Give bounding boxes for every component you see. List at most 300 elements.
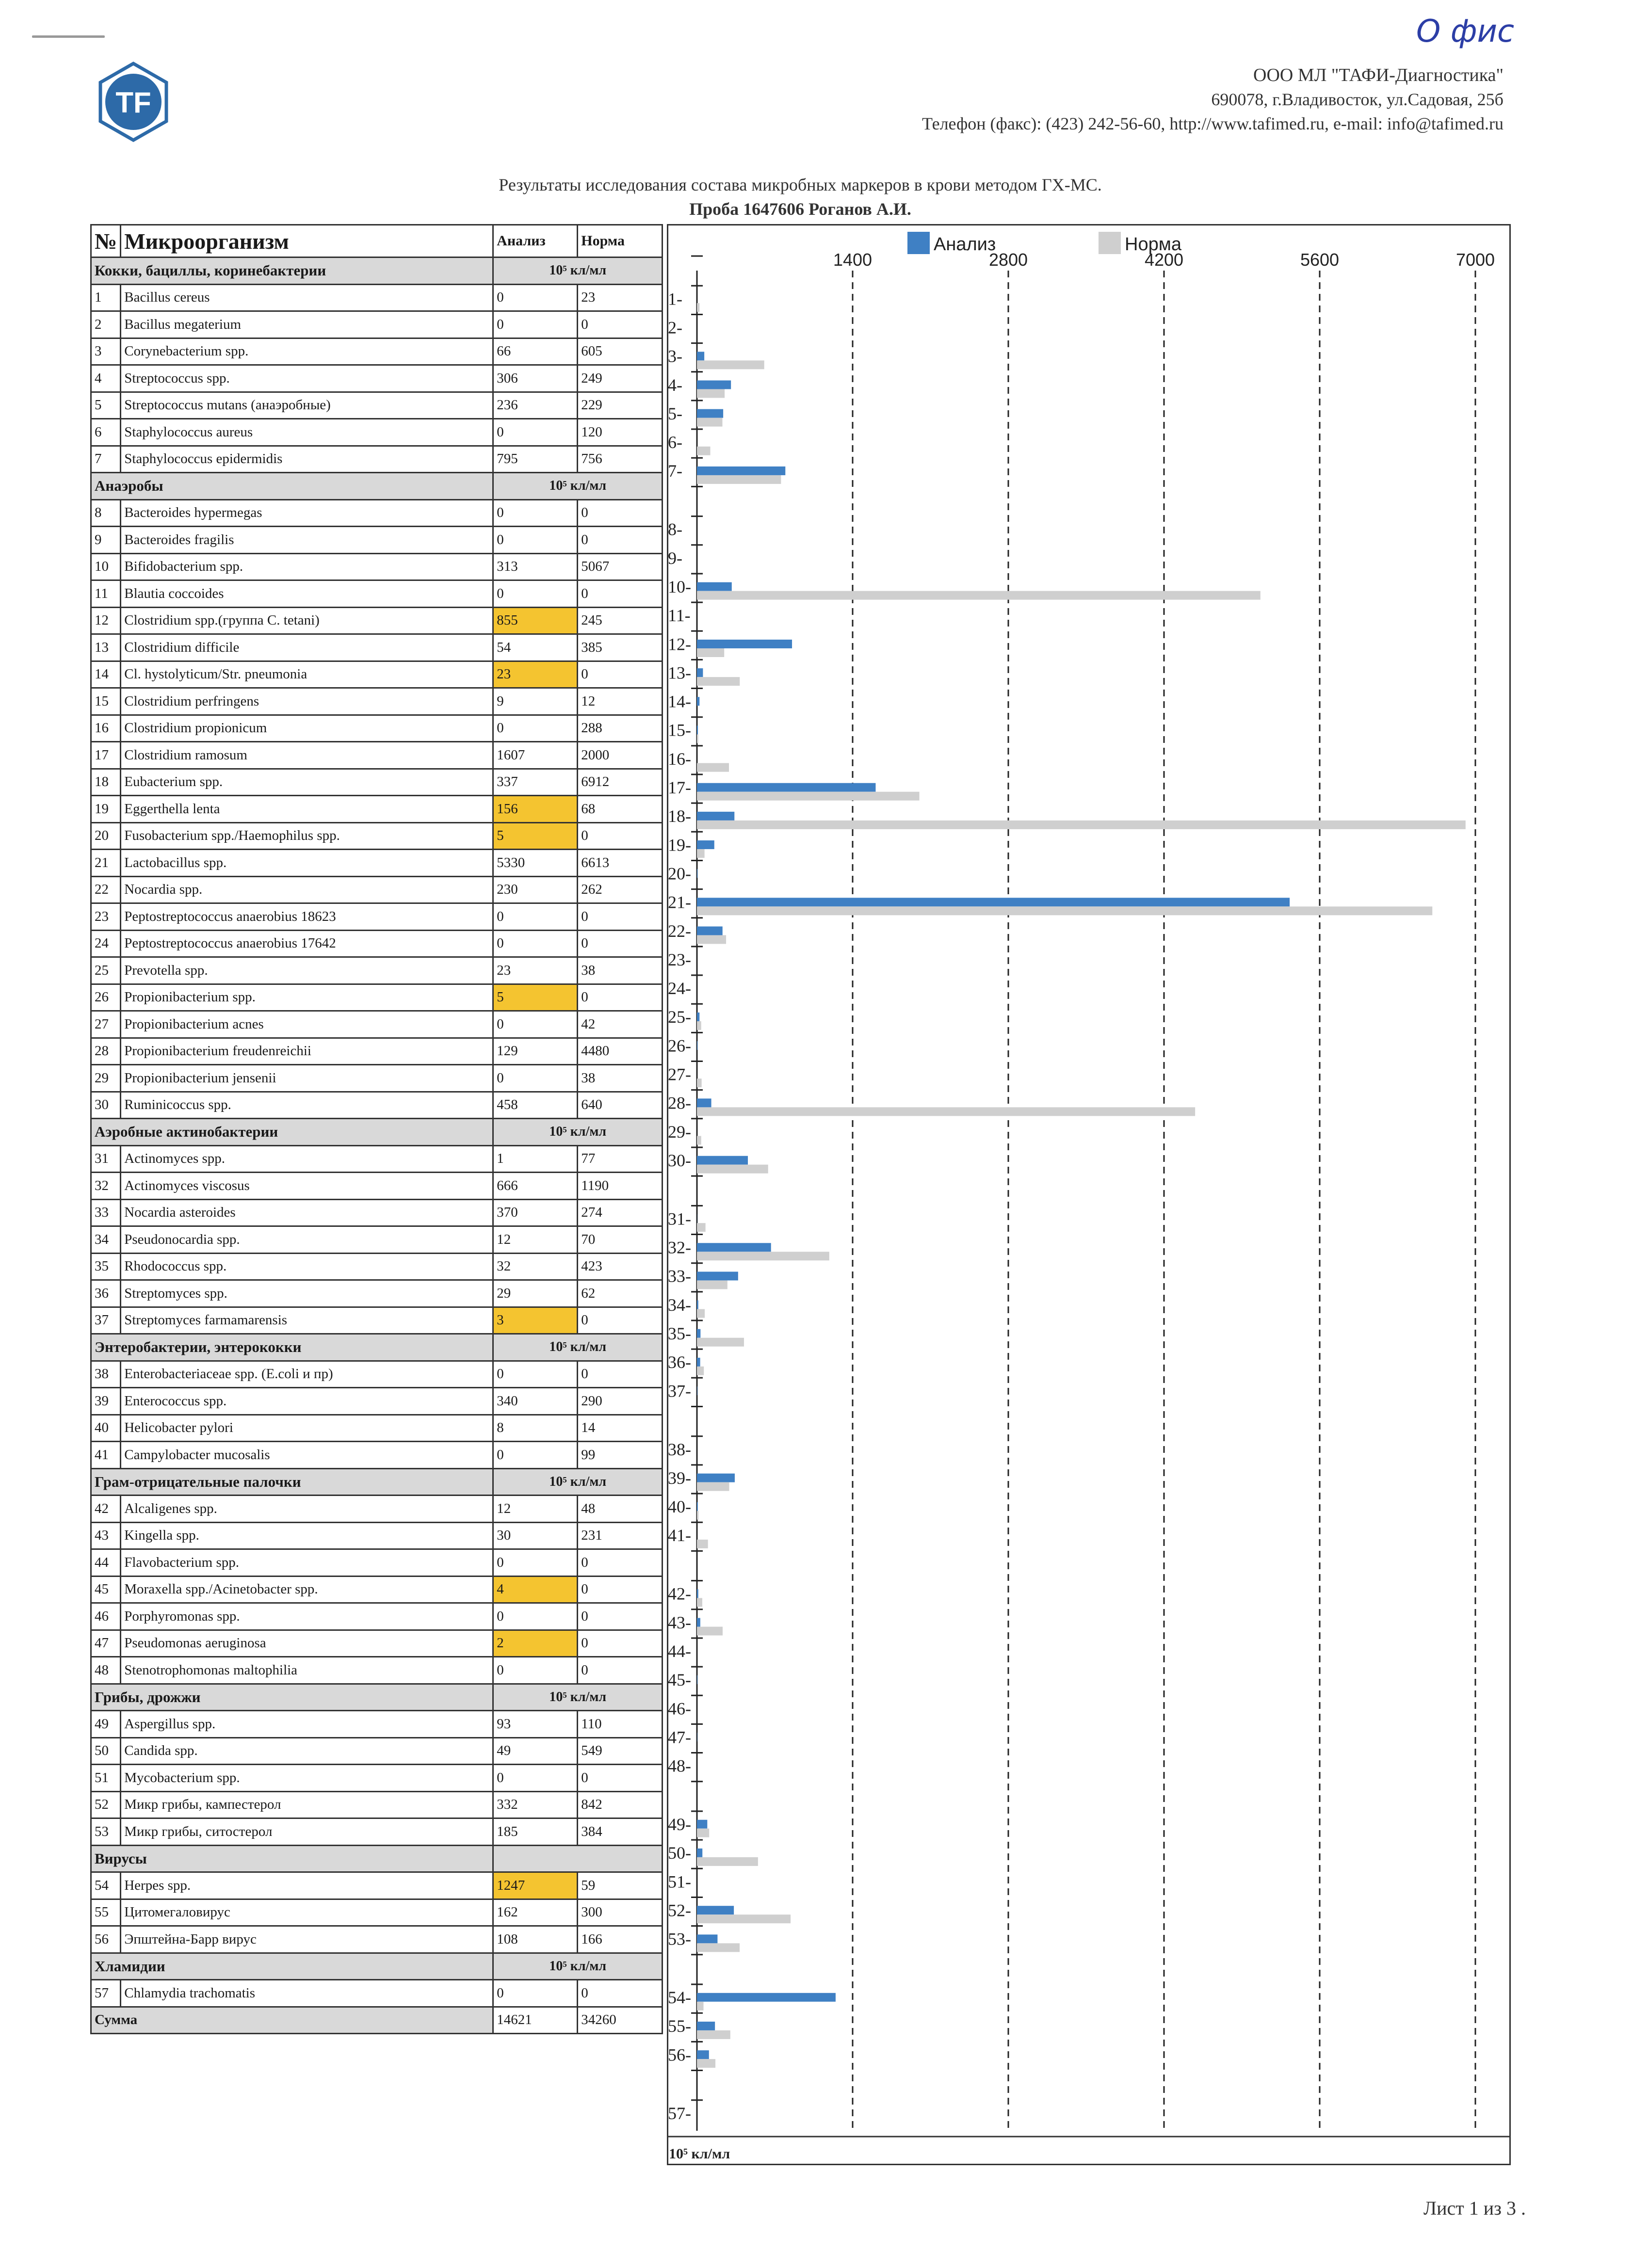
analysis-value: 23 [493, 661, 578, 688]
row-number: 29 [91, 1065, 121, 1092]
sum-analysis: 14621 [493, 2007, 578, 2034]
table-row [91, 1145, 663, 1173]
table-row [91, 1737, 663, 1765]
norm-value: 99 [578, 1442, 663, 1469]
section-unit: 10⁵ кл/мл [493, 1334, 663, 1361]
row-number: 16 [91, 715, 121, 742]
bar-analysis [697, 697, 699, 706]
bar-norm [697, 849, 705, 858]
category-label: 50- [668, 1843, 691, 1863]
analysis-value: 337 [493, 769, 578, 796]
analysis-value: 0 [493, 284, 578, 311]
section-header-row [91, 1468, 663, 1496]
bar-norm [697, 2059, 715, 2068]
section-header-row [91, 1119, 663, 1146]
x-tick-label: 5600 [1300, 250, 1340, 270]
category-label: 51- [668, 1872, 691, 1892]
bar-norm [697, 792, 920, 801]
section-title: Грибы, дрожжи [91, 1684, 493, 1711]
company-contacts: Телефон (факс): (423) 242-56-60, http://www.tafimed.ru, e-mail: info@tafimed.ru [922, 114, 1504, 133]
table-row [91, 634, 663, 661]
bar-analysis [697, 840, 714, 849]
analysis-value: 1247 [493, 1872, 578, 1899]
section-unit: 10⁵ кл/мл [493, 1684, 663, 1711]
section-unit: 10⁵ кл/мл [493, 257, 663, 285]
table-row [91, 796, 663, 823]
x-axis-unit-label: 10⁵ кл/мл [669, 2146, 730, 2162]
row-number: 15 [91, 688, 121, 715]
table-row [91, 1765, 663, 1792]
category-label: 55- [668, 2016, 691, 2036]
bar-analysis [697, 668, 703, 677]
norm-value: 4480 [578, 1038, 663, 1065]
norm-value: 38 [578, 957, 663, 984]
category-label: 35- [668, 1324, 691, 1344]
microorganism-name: Mycobacterium spp. [121, 1765, 493, 1792]
norm-value: 0 [578, 1307, 663, 1334]
microorganism-name: Streptomyces farmamarensis [121, 1307, 493, 1334]
microorganism-name: Propionibacterium acnes [121, 1011, 493, 1038]
analysis-value: 0 [493, 527, 578, 554]
table-row [91, 1092, 663, 1119]
bar-analysis [697, 2050, 709, 2059]
bar-analysis [697, 1271, 738, 1280]
bar-norm [697, 1914, 791, 1923]
table-row [91, 1522, 663, 1549]
row-number: 6 [91, 419, 121, 446]
table-row [91, 1307, 663, 1334]
results-table [90, 224, 663, 2034]
bar-norm [697, 906, 1432, 915]
microorganism-name: Staphylococcus epidermidis [121, 446, 493, 473]
report-title: Результаты исследования состава микробных маркеров в крови методом ГХ-МС. [499, 175, 1102, 194]
bar-norm [697, 1482, 729, 1491]
microorganism-name: Blautia coccoides [121, 580, 493, 608]
analysis-value: 666 [493, 1173, 578, 1200]
category-label: 17- [668, 778, 691, 798]
row-number: 11 [91, 580, 121, 608]
legend-norm-swatch [1099, 232, 1121, 254]
microorganism-name: Микр грибы, ситостерол [121, 1818, 493, 1846]
bar-norm [697, 734, 698, 743]
bar-analysis [697, 1849, 702, 1857]
row-number: 27 [91, 1011, 121, 1038]
category-label: 3- [668, 346, 682, 366]
norm-value: 756 [578, 446, 663, 473]
table-row [91, 1388, 663, 1415]
microorganism-name: Эпштейна-Барр вирус [121, 1926, 493, 1953]
norm-value: 0 [578, 527, 663, 554]
table-row [91, 1549, 663, 1576]
microorganism-name: Herpes spp. [121, 1872, 493, 1899]
category-label: 36- [668, 1352, 691, 1372]
bar-norm [697, 1107, 1195, 1116]
x-tick-label: 7000 [1455, 250, 1495, 270]
analysis-value: 32 [493, 1253, 578, 1280]
microorganism-name: Peptostreptococcus anaerobius 17642 [121, 930, 493, 957]
category-label: 52- [668, 1900, 691, 1920]
row-number: 43 [91, 1522, 121, 1549]
analysis-value: 23 [493, 957, 578, 984]
analysis-value: 306 [493, 365, 578, 392]
norm-value: 5067 [578, 553, 663, 580]
row-number: 8 [91, 499, 121, 527]
category-label: 2- [668, 318, 682, 338]
microorganism-name: Corynebacterium spp. [121, 338, 493, 365]
norm-value: 0 [578, 1980, 663, 2007]
bar-norm [697, 1021, 701, 1030]
norm-value: 231 [578, 1522, 663, 1549]
analysis-value: 12 [493, 1496, 578, 1523]
bar-analysis [697, 926, 723, 935]
bar-analysis [697, 1358, 700, 1367]
section-header-row [91, 257, 663, 285]
legend-analysis-label: Анализ [934, 234, 996, 255]
bar-analysis [697, 1156, 748, 1165]
analysis-value: 0 [493, 930, 578, 957]
microorganism-name: Streptomyces spp. [121, 1280, 493, 1307]
table-row [91, 903, 663, 931]
bar-norm [697, 389, 725, 398]
analysis-value: 29 [493, 1280, 578, 1307]
analysis-value: 93 [493, 1711, 578, 1738]
table-row [91, 1065, 663, 1092]
table-row [91, 1657, 663, 1684]
top-rule [32, 35, 105, 38]
analysis-value: 12 [493, 1226, 578, 1254]
bar-analysis [697, 380, 731, 389]
category-label: 14- [668, 692, 691, 711]
row-number: 45 [91, 1576, 121, 1603]
bar-norm [697, 1078, 702, 1087]
category-label: 46- [668, 1699, 691, 1719]
bar-norm [697, 1943, 740, 1952]
category-label: 16- [668, 749, 691, 769]
row-number: 18 [91, 769, 121, 796]
category-label: 9- [668, 548, 682, 568]
analysis-value: 0 [493, 1603, 578, 1630]
norm-value: 62 [578, 1280, 663, 1307]
row-number: 51 [91, 1765, 121, 1792]
category-label: 29- [668, 1122, 691, 1142]
section-title: Вирусы [91, 1845, 493, 1872]
table-row [91, 1926, 663, 1953]
row-number: 42 [91, 1496, 121, 1523]
microorganism-name: Lactobacillus spp. [121, 850, 493, 877]
table-row [91, 580, 663, 608]
row-number: 48 [91, 1657, 121, 1684]
section-header-row [91, 1953, 663, 1980]
microorganism-name: Alcaligenes spp. [121, 1496, 493, 1523]
bar-norm [697, 418, 723, 427]
sum-norm: 34260 [578, 2007, 663, 2034]
row-number: 36 [91, 1280, 121, 1307]
microorganism-name: Nocardia spp. [121, 876, 493, 903]
norm-value: 110 [578, 1711, 663, 1738]
norm-value: 249 [578, 365, 663, 392]
norm-value: 0 [578, 499, 663, 527]
table-row [91, 984, 663, 1011]
handwritten-note: О фис [1416, 14, 1515, 49]
table-row [91, 1253, 663, 1280]
analysis-value: 0 [493, 1549, 578, 1576]
norm-value: 166 [578, 1926, 663, 1953]
row-number: 41 [91, 1442, 121, 1469]
microorganism-name: Clostridium ramosum [121, 742, 493, 769]
category-label: 57- [668, 2103, 691, 2123]
microorganism-name: Bifidobacterium spp. [121, 553, 493, 580]
analysis-value: 0 [493, 1980, 578, 2007]
bar-analysis [697, 1820, 707, 1829]
table-row [91, 527, 663, 554]
section-unit: 10⁵ кл/мл [493, 1468, 663, 1496]
norm-value: 2000 [578, 742, 663, 769]
analysis-value: 9 [493, 688, 578, 715]
category-label: 49- [668, 1815, 691, 1834]
microorganism-name: Cl. hystolyticum/Str. pneumonia [121, 661, 493, 688]
norm-value: 605 [578, 338, 663, 365]
section-title: Энтеробактерии, энтерококки [91, 1334, 493, 1361]
table-row [91, 715, 663, 742]
analysis-value: 0 [493, 903, 578, 931]
sample-subtitle: Проба 1647606 Роганов А.И. [689, 199, 911, 219]
row-number: 49 [91, 1711, 121, 1738]
bar-norm [697, 1223, 706, 1232]
norm-value: 0 [578, 580, 663, 608]
bar-norm [697, 303, 699, 312]
norm-value: 1190 [578, 1173, 663, 1200]
table-row [91, 1818, 663, 1846]
analysis-value: 1 [493, 1145, 578, 1173]
bar-norm [697, 591, 1261, 600]
microorganism-name: Propionibacterium jensenii [121, 1065, 493, 1092]
microorganism-name: Eubacterium spp. [121, 769, 493, 796]
category-label: 43- [668, 1612, 691, 1632]
category-label: 15- [668, 720, 691, 740]
bar-analysis [697, 640, 792, 648]
sum-row [91, 2007, 663, 2034]
analysis-value: 0 [493, 1011, 578, 1038]
category-label: 54- [668, 1988, 691, 2008]
logo-text: TF [115, 86, 151, 119]
category-label: 48- [668, 1756, 691, 1776]
norm-value: 0 [578, 1603, 663, 1630]
bar-norm [697, 1511, 698, 1520]
norm-value: 0 [578, 1765, 663, 1792]
table-row [91, 1872, 663, 1899]
header-name: Микроорганизм [121, 225, 493, 257]
microorganism-name: Rhodococcus spp. [121, 1253, 493, 1280]
section-header-row [91, 473, 663, 500]
row-number: 35 [91, 1253, 121, 1280]
row-number: 57 [91, 1980, 121, 2007]
section-title: Хламидии [91, 1953, 493, 1980]
row-number: 53 [91, 1818, 121, 1846]
norm-value: 640 [578, 1092, 663, 1119]
row-number: 54 [91, 1872, 121, 1899]
analysis-value: 185 [493, 1818, 578, 1846]
row-number: 28 [91, 1038, 121, 1065]
table-row [91, 1280, 663, 1307]
bar-analysis [697, 1589, 698, 1598]
category-label: 42- [668, 1584, 691, 1604]
x-tick-label: 2800 [988, 250, 1028, 270]
microorganism-name: Bacteroides fragilis [121, 527, 493, 554]
bar-norm [697, 1829, 709, 1837]
table-row [91, 284, 663, 311]
microorganism-name: Helicobacter pylori [121, 1415, 493, 1442]
row-number: 44 [91, 1549, 121, 1576]
norm-value: 0 [578, 1361, 663, 1388]
table-row [91, 1173, 663, 1200]
bar-analysis [697, 1618, 700, 1627]
norm-value: 423 [578, 1253, 663, 1280]
bar-norm [697, 475, 781, 484]
category-label: 30- [668, 1150, 691, 1170]
section-header-row [91, 1845, 663, 1872]
x-tick-label: 4200 [1144, 250, 1184, 270]
row-number: 10 [91, 553, 121, 580]
company-address: 690078, г.Владивосток, ул.Садовая, 25б [1211, 90, 1504, 109]
analysis-value: 0 [493, 715, 578, 742]
bar-norm [697, 1309, 705, 1318]
analysis-value: 370 [493, 1199, 578, 1226]
category-label: 10- [668, 577, 691, 596]
category-label: 32- [668, 1238, 691, 1257]
table-row [91, 553, 663, 580]
norm-value: 12 [578, 688, 663, 715]
table-row [91, 742, 663, 769]
bar-norm [697, 1627, 723, 1636]
header-analysis: Анализ [493, 225, 578, 257]
microorganism-name: Kingella spp. [121, 1522, 493, 1549]
norm-value: 385 [578, 634, 663, 661]
row-number: 38 [91, 1361, 121, 1388]
microorganism-name: Staphylococcus aureus [121, 419, 493, 446]
sum-label: Сумма [91, 2007, 493, 2034]
bar-analysis [697, 409, 723, 418]
legend-analysis-swatch [907, 232, 930, 254]
row-number: 37 [91, 1307, 121, 1334]
microorganism-name: Clostridium perfringens [121, 688, 493, 715]
norm-value: 0 [578, 984, 663, 1011]
category-label: 6- [668, 433, 682, 452]
norm-value: 549 [578, 1737, 663, 1765]
bar-analysis [697, 898, 1290, 906]
bar-analysis [697, 352, 704, 360]
table-row [91, 1791, 663, 1818]
analysis-value: 458 [493, 1092, 578, 1119]
bar-norm [697, 447, 711, 455]
row-number: 20 [91, 822, 121, 850]
norm-value: 14 [578, 1415, 663, 1442]
microorganism-name: Stenotrophomonas maltophilia [121, 1657, 493, 1684]
analysis-value: 5 [493, 984, 578, 1011]
norm-value: 0 [578, 311, 663, 338]
bar-norm [697, 935, 726, 944]
microorganism-name: Clostridium spp.(группа C. tetani) [121, 607, 493, 634]
row-number: 3 [91, 338, 121, 365]
table-row [91, 392, 663, 419]
category-label: 21- [668, 892, 691, 912]
bar-norm [697, 1857, 758, 1866]
analysis-value: 795 [493, 446, 578, 473]
category-label: 56- [668, 2045, 691, 2065]
table-row [91, 1361, 663, 1388]
table-row [91, 661, 663, 688]
table-row [91, 1442, 663, 1469]
section-title: Грам-отрицательные палочки [91, 1468, 493, 1496]
table-row [91, 446, 663, 473]
bar-norm [697, 360, 764, 369]
table-row [91, 850, 663, 877]
norm-value: 6912 [578, 769, 663, 796]
bar-analysis [697, 812, 734, 820]
row-number: 21 [91, 850, 121, 877]
table-row [91, 338, 663, 365]
norm-value: 0 [578, 822, 663, 850]
row-number: 30 [91, 1092, 121, 1119]
norm-value: 120 [578, 419, 663, 446]
bar-analysis [697, 1502, 698, 1511]
category-label: 23- [668, 949, 691, 969]
bar-analysis [697, 1906, 734, 1914]
table-row [91, 1415, 663, 1442]
analysis-value: 0 [493, 1361, 578, 1388]
analysis-value: 332 [493, 1791, 578, 1818]
section-unit: 10⁵ кл/мл [493, 1953, 663, 1980]
microorganism-name: Candida spp. [121, 1737, 493, 1765]
norm-value: 229 [578, 392, 663, 419]
norm-value: 77 [578, 1145, 663, 1173]
analysis-value: 340 [493, 1388, 578, 1415]
row-number: 26 [91, 984, 121, 1011]
norm-value: 0 [578, 1576, 663, 1603]
norm-value: 0 [578, 903, 663, 931]
analysis-value: 236 [493, 392, 578, 419]
analysis-value: 5 [493, 822, 578, 850]
analysis-value: 3 [493, 1307, 578, 1334]
analysis-value: 66 [493, 338, 578, 365]
analysis-value: 30 [493, 1522, 578, 1549]
table-row [91, 688, 663, 715]
microorganism-name: Aspergillus spp. [121, 1711, 493, 1738]
analysis-value: 162 [493, 1899, 578, 1926]
table-row [91, 1226, 663, 1254]
analysis-value: 0 [493, 1765, 578, 1792]
analysis-value: 4 [493, 1576, 578, 1603]
norm-value: 68 [578, 796, 663, 823]
norm-value: 42 [578, 1011, 663, 1038]
analysis-value: 230 [493, 876, 578, 903]
bar-norm [697, 1598, 702, 1607]
category-label: 41- [668, 1526, 691, 1545]
category-label: 28- [668, 1093, 691, 1113]
analysis-value: 54 [493, 634, 578, 661]
norm-value: 384 [578, 1818, 663, 1846]
category-label: 19- [668, 835, 691, 855]
norm-value: 300 [578, 1899, 663, 1926]
table-header-row [91, 225, 663, 257]
category-label: 53- [668, 1929, 691, 1949]
section-unit [493, 1845, 663, 1872]
microorganism-name: Pseudomonas aeruginosa [121, 1630, 493, 1657]
bar-norm [697, 2030, 730, 2039]
microorganism-name: Campylobacter mucosalis [121, 1442, 493, 1469]
section-header-row [91, 1684, 663, 1711]
bar-analysis [697, 1993, 836, 2002]
row-number: 24 [91, 930, 121, 957]
